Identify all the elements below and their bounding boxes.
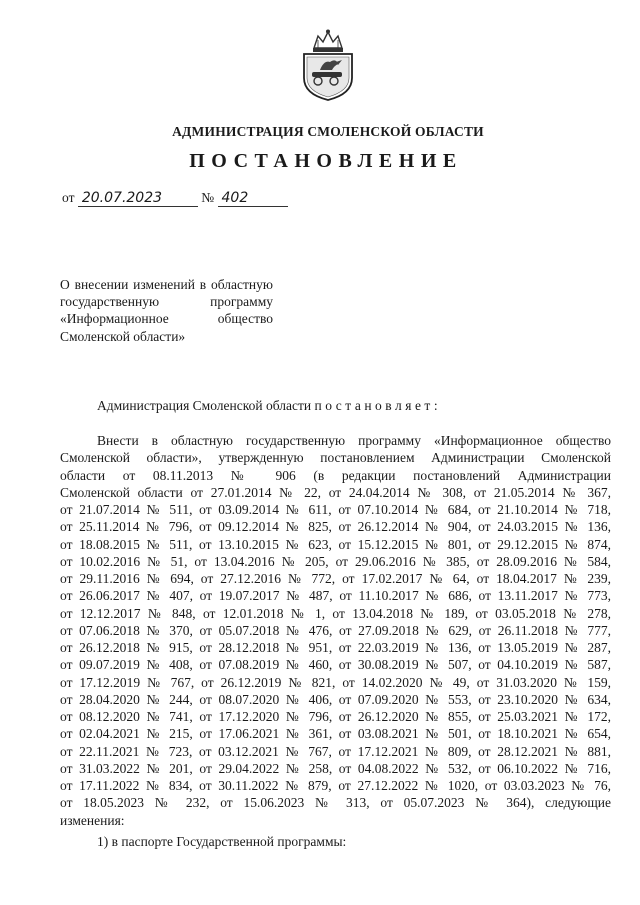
body-text: [60, 432, 611, 829]
document-type-title: ПОСТАНОВЛЕНИЕ: [189, 150, 463, 172]
body-line: от 26.12.2018 № 915, от 28.12.2018 № 951, от 22.03.2019 № 136, от 13.05.2019 № 287,: [60, 640, 611, 655]
body-line: от 25.11.2014 № 796, от 09.12.2014 № 825, от 26.12.2014 № 904, от 24.03.2015 № 136,: [60, 519, 611, 535]
list-item-1: 1) в паспорте Государственной программы:: [97, 834, 347, 849]
body-line: от 29.11.2016 № 694, от 27.12.2016 № 772, от 17.02.2017 № 64, от 18.04.2017 № 239,: [60, 571, 611, 586]
body-line: от 18.08.2015 № 511, от 13.10.2015 № 623, от 15.12.2015 № 801, от 29.12.2015 № 874,: [60, 536, 611, 552]
decree-verb: постановляет:: [314, 398, 442, 413]
document-date: 20.07.2023: [78, 190, 198, 207]
body-line: Смоленской области от 27.01.2014 № 22, от 24.04.2014 № 308, от 21.05.2014 № 367,: [60, 484, 611, 500]
body-line: от 12.12.2017 № 848, от 12.01.2018 № 1, от 13.04.2018 № 189, от 03.05.2018 № 278,: [60, 605, 611, 621]
smolensk-coat-of-arms-icon: [296, 28, 360, 102]
body-line: от 07.06.2018 № 370, от 05.07.2018 № 476, от 27.09.2018 № 629, от 26.11.2018 № 777,: [60, 622, 611, 638]
body-line: от 22.11.2021 № 723, от 03.12.2021 № 767, от 17.12.2021 № 809, от 28.12.2021 № 881,: [60, 743, 611, 759]
date-number-line: [62, 190, 288, 207]
organization-title: АДМИНИСТРАЦИЯ СМОЛЕНСКОЙ ОБЛАСТИ: [172, 124, 484, 139]
number-sign: №: [201, 190, 215, 205]
decree-intro: [97, 398, 441, 414]
body-line: от 17.11.2022 № 834, от 30.11.2022 № 879, от 27.12.2022 № 1020, от 03.03.2023 № 76,: [60, 778, 611, 793]
body-line: изменения:: [60, 812, 125, 828]
body-line: Внести в областную государственную программу «Информационное общество: [97, 433, 611, 448]
body-line: от 09.07.2019 № 408, от 07.08.2019 № 460, от 30.08.2019 № 507, от 04.10.2019 № 587,: [60, 657, 611, 673]
body-line: от 21.07.2014 № 511, от 03.09.2014 № 611, от 07.10.2014 № 684, от 21.10.2014 № 718,: [60, 502, 611, 517]
document-subject: О внесении изменений в областную государственную программу «Информационное общество Смоленской области»: [60, 277, 273, 344]
body-line: от 18.05.2023 № 232, от 15.06.2023 № 313, от 05.07.2023 № 364), следующие: [60, 795, 611, 811]
decree-subject: Администрация Смоленской области: [97, 398, 312, 413]
body-line: области от 08.11.2013 № 906 (в редакции постановлений Администрации: [60, 467, 611, 483]
date-prefix: от: [62, 190, 75, 205]
body-line: от 26.06.2017 № 407, от 19.07.2017 № 487, от 11.10.2017 № 686, от 13.11.2017 № 773,: [60, 588, 611, 604]
body-line: от 02.04.2021 № 215, от 17.06.2021 № 361, от 03.08.2021 № 501, от 18.10.2021 № 654,: [60, 726, 611, 742]
body-line: Смоленской области», утвержденную постановлением Администрации Смоленской: [60, 450, 611, 466]
body-line: от 17.12.2019 № 767, от 26.12.2019 № 821, от 14.02.2020 № 49, от 31.03.2020 № 159,: [60, 674, 611, 690]
body-line: от 10.02.2016 № 51, от 13.04.2016 № 205, от 29.06.2016 № 385, от 28.09.2016 № 584,: [60, 553, 611, 569]
body-line: от 28.04.2020 № 244, от 08.07.2020 № 406, от 07.09.2020 № 553, от 23.10.2020 № 634,: [60, 691, 611, 707]
body-line: от 31.03.2022 № 201, от 29.04.2022 № 258, от 04.08.2022 № 532, от 06.10.2022 № 716,: [60, 760, 611, 776]
document-number: 402: [218, 190, 288, 207]
body-line: от 08.12.2020 № 741, от 17.12.2020 № 796, от 26.12.2020 № 855, от 25.03.2021 № 172,: [60, 709, 611, 724]
